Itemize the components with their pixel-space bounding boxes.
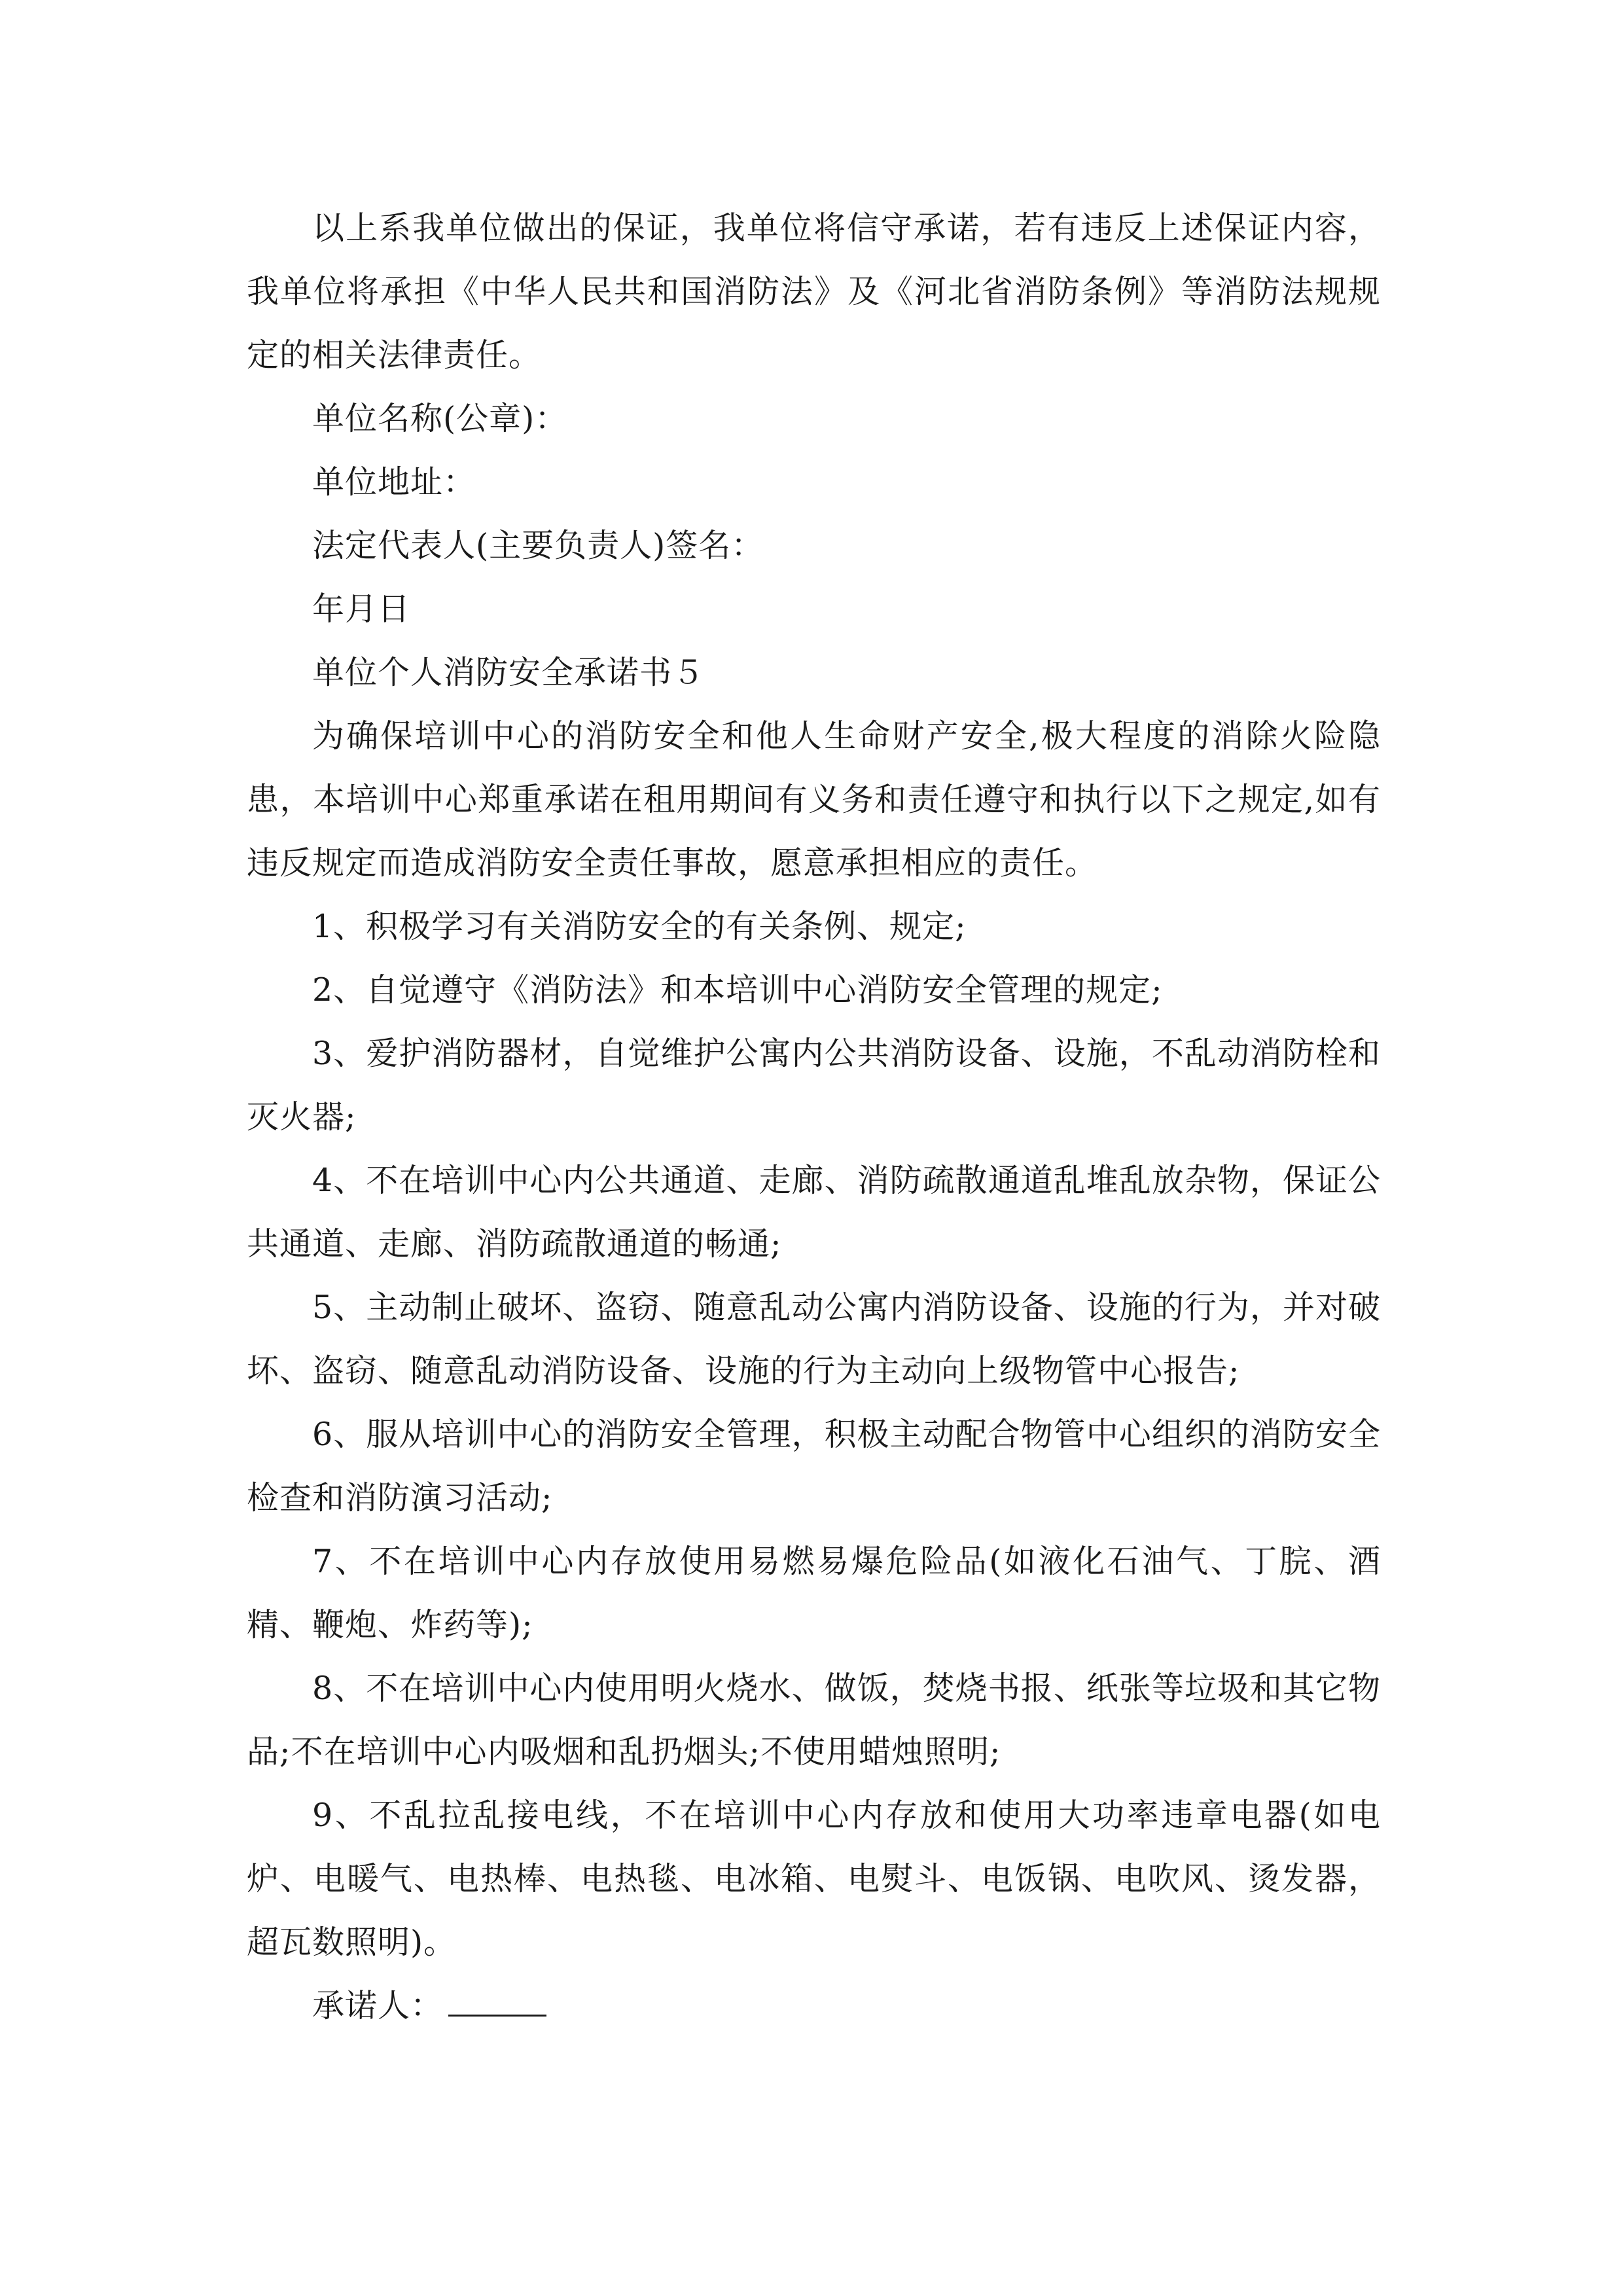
list-item: 8、不在培训中心内使用明火烧水、做饭，焚烧书报、纸张等垃圾和其它物品;不在培训中心内吸烟和乱扔烟头;不使用蜡烛照明; xyxy=(247,1670,1381,1770)
legal-representative-label: 法定代表人(主要负责人)签名： xyxy=(312,527,764,564)
list-item: 5、主动制止破坏、盗窃、随意乱动公寓内消防设备、设施的行为，并对破坏、盗窃、随意乱动消防设备、设施的行为主动向上级物管中心报告; xyxy=(247,1289,1381,1390)
section-intro: 为确保培训中心的消防安全和他人生命财产安全,极大程度的消除火险隐患，本培训中心郑重承诺在租用期间有义务和责任遵守和执行以下之规定,如有违反规定而造成消防安全责任事故，愿意承担相应的责任。 xyxy=(247,717,1381,882)
list-item: 9、不乱拉乱接电线，不在培训中心内存放和使用大功率违章电器(如电炉、电暖气、电热棒、电热毯、电冰箱、电熨斗、电饭锅、电吹风、烫发器，超瓦数照明)。 xyxy=(247,1797,1381,1961)
promisor-label: 承诺人： xyxy=(312,1987,444,2024)
document-body xyxy=(247,196,1381,2037)
section-title: 单位个人消防安全承诺书５ xyxy=(312,654,705,691)
list-item: 3、爱护消防器材，自觉维护公寓内公共消防设备、设施，不乱动消防栓和灭火器; xyxy=(247,1035,1381,1136)
list-item: 1、积极学习有关消防安全的有关条例、规定; xyxy=(312,908,967,945)
signature-blank xyxy=(448,1975,546,2017)
list-item: 6、服从培训中心的消防安全管理，积极主动配合物管中心组织的消防安全检查和消防演习活动; xyxy=(247,1416,1381,1516)
list-item: 4、不在培训中心内公共通道、走廊、消防疏散通道乱堆乱放杂物，保证公共通道、走廊、消防疏散通道的畅通; xyxy=(247,1162,1381,1263)
list-item: 7、不在培训中心内存放使用易燃易爆危险品(如液化石油气、丁脘、酒精、鞭炮、炸药等); xyxy=(247,1543,1381,1643)
list-item: 2、自觉遵守《消防法》和本培训中心消防安全管理的规定; xyxy=(312,971,1163,1009)
unit-name-label: 单位名称(公章)： xyxy=(312,400,568,437)
unit-address-label: 单位地址： xyxy=(312,463,476,501)
promisor-line xyxy=(247,1974,1381,2037)
date-label: 年月日 xyxy=(312,590,411,628)
intro-paragraph: 以上系我单位做出的保证，我单位将信守承诺，若有违反上述保证内容，我单位将承担《中华人民共和国消防法》及《河北省消防条例》等消防法规规定的相关法律责任。 xyxy=(247,209,1381,374)
